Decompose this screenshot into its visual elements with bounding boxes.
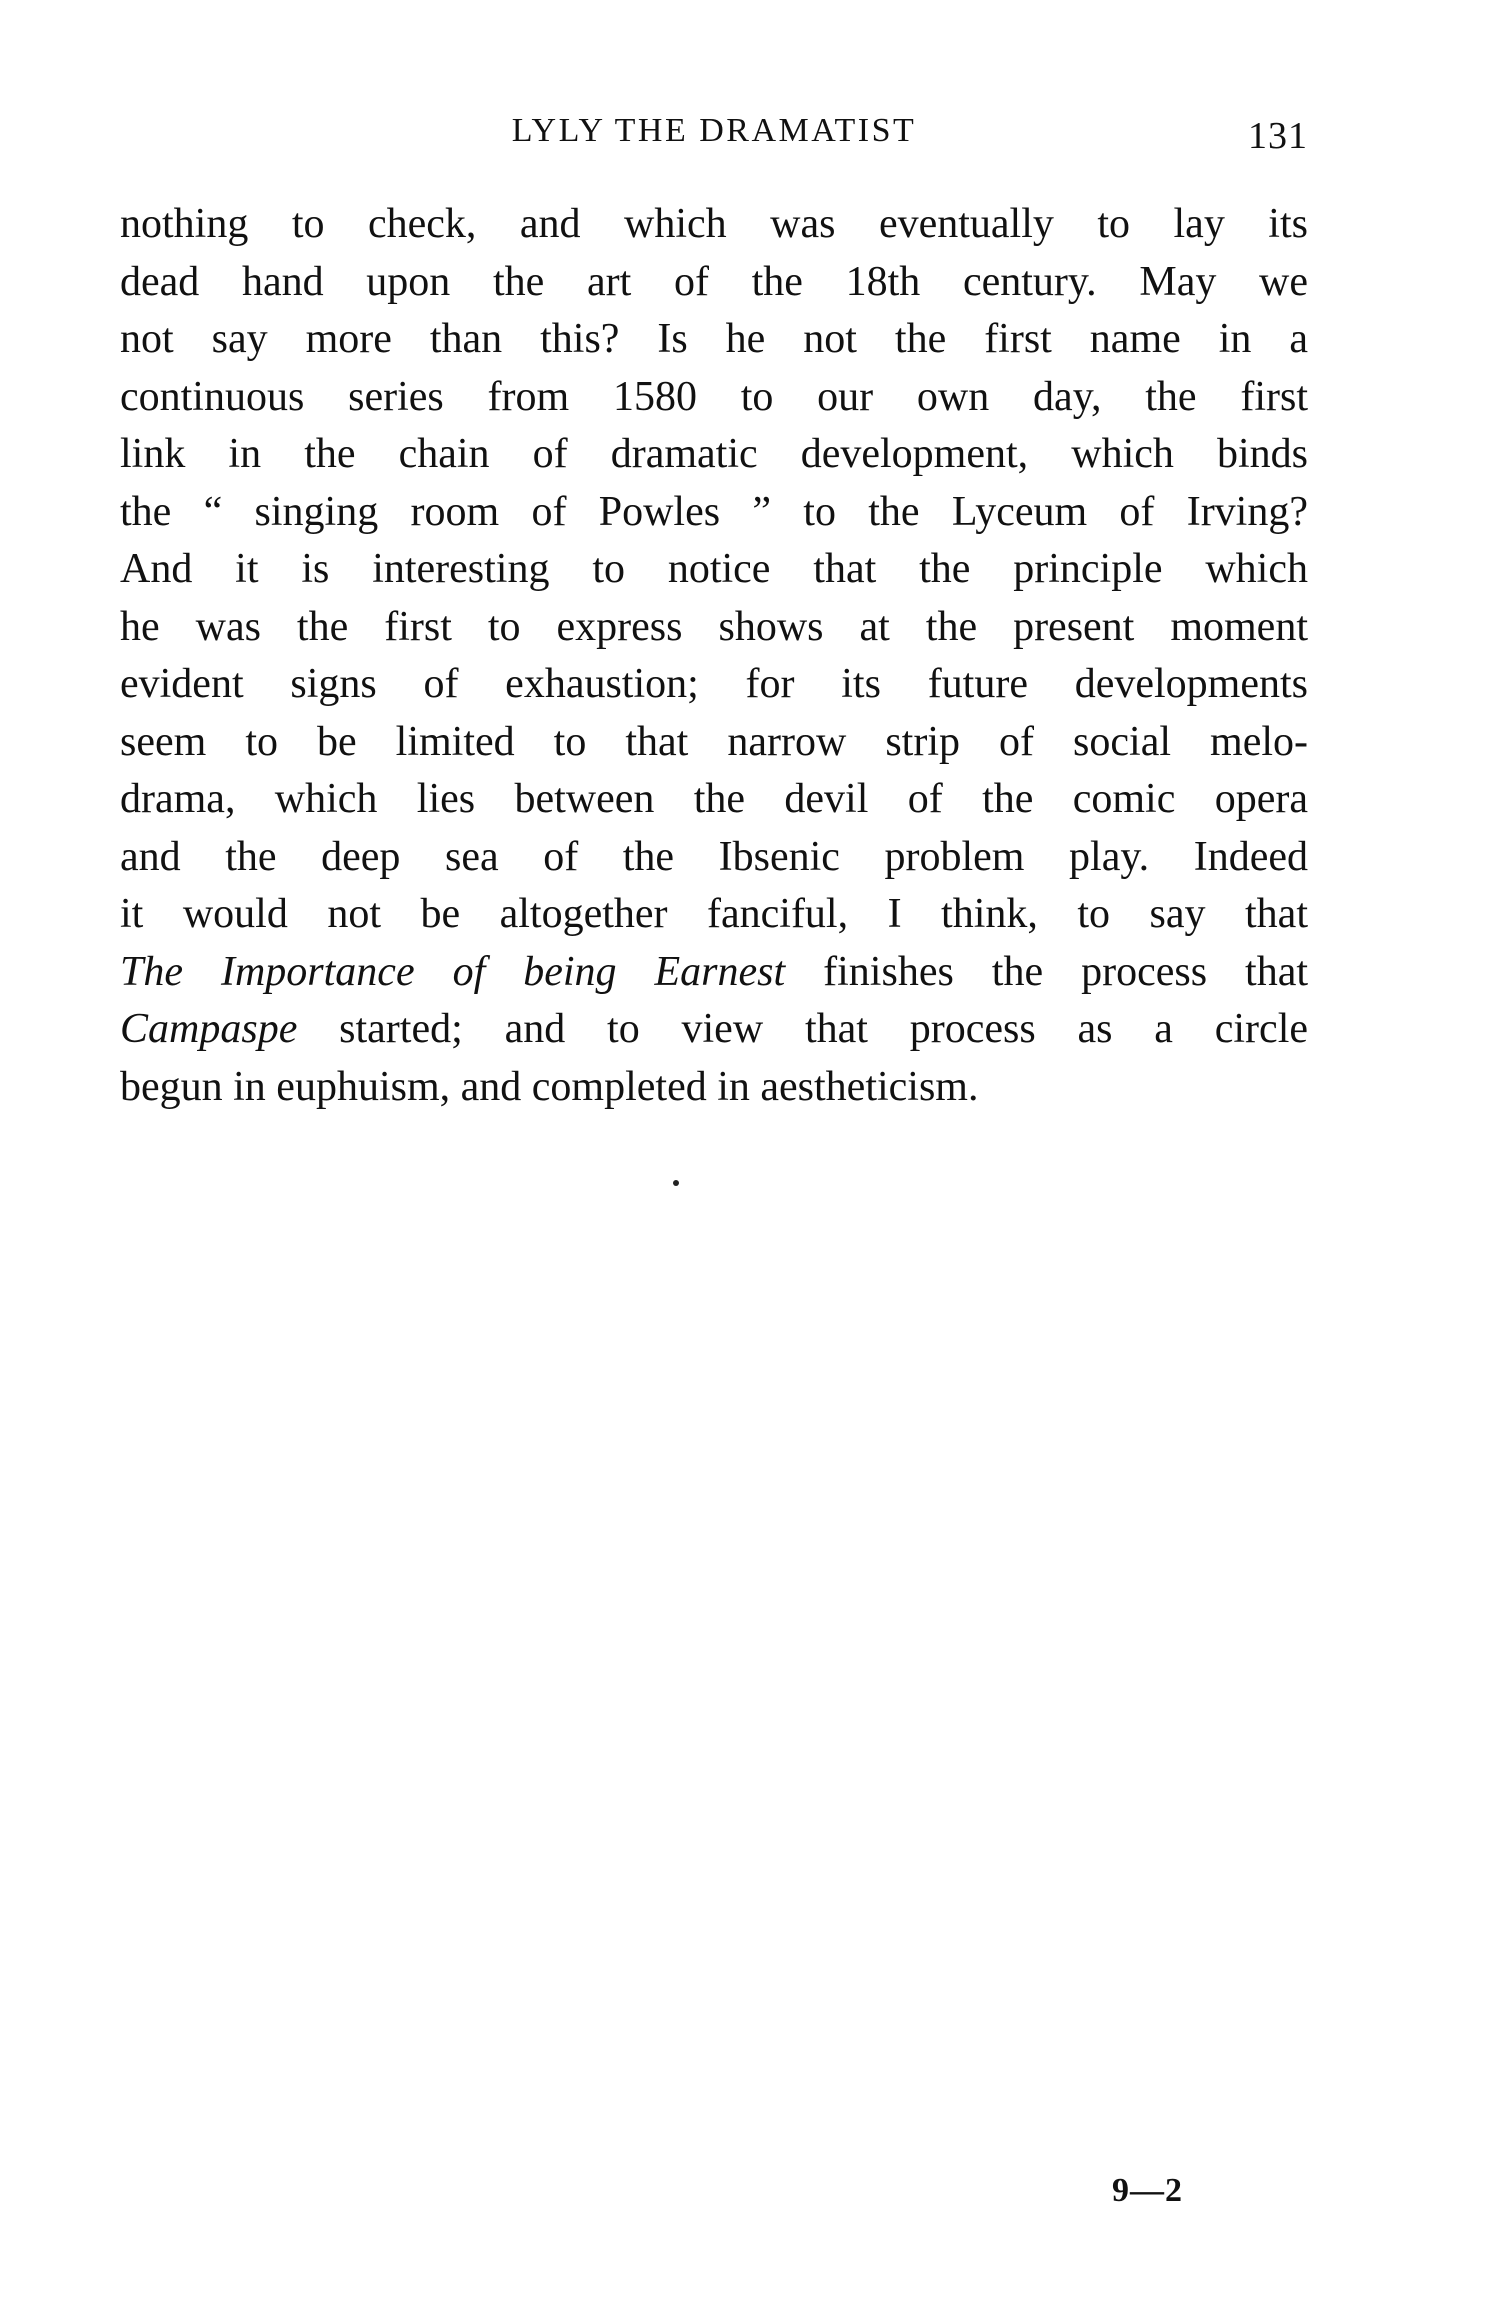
text-line: And it is interesting to notice that the principle which xyxy=(120,546,1308,592)
signature-mark: 9—2 xyxy=(1112,2172,1183,2209)
italic-title-campaspe: Campaspe xyxy=(120,1006,298,1052)
page-number: 131 xyxy=(1248,115,1308,157)
text-line: Campaspe started; and to view that process as a circle xyxy=(120,1006,1308,1052)
text-line: and the deep sea of the Ibsenic problem play. Indeed xyxy=(120,833,1308,880)
text-line: nothing to check, and which was eventually to lay its xyxy=(120,201,1308,247)
text-line: not say more than this? Is he not the first name in a xyxy=(120,316,1308,362)
italic-title-importance-of-being-earnest: The Importance of being Earnest xyxy=(120,948,786,995)
text-line: evident signs of exhaustion; for its future developments xyxy=(120,661,1308,707)
text-line: drama, which lies between the devil of the comic opera xyxy=(120,776,1308,822)
body-paragraph xyxy=(120,196,1308,1116)
text-line: The Importance of being Earnest finishes the process that xyxy=(120,948,1308,995)
printer-dot xyxy=(673,1180,679,1186)
running-head xyxy=(120,112,1308,160)
text-line-last: begun in euphuism, and completed in aestheticism. xyxy=(120,1063,979,1110)
text-line: the “ singing room of Powles ” to the Lyceum of Irving? xyxy=(120,488,1308,535)
text-line: he was the first to express shows at the present moment xyxy=(120,603,1308,650)
running-title: LYLY THE DRAMATIST xyxy=(511,112,917,149)
text-line: continuous series from 1580 to our own day, the first xyxy=(120,373,1308,420)
text-line: link in the chain of dramatic development, which binds xyxy=(120,431,1308,477)
text-line: dead hand upon the art of the 18th century. May we xyxy=(120,258,1308,305)
text-line: seem to be limited to that narrow strip of social melo- xyxy=(120,718,1308,765)
text-line: it would not be altogether fanciful, I think, to say that xyxy=(120,891,1308,937)
